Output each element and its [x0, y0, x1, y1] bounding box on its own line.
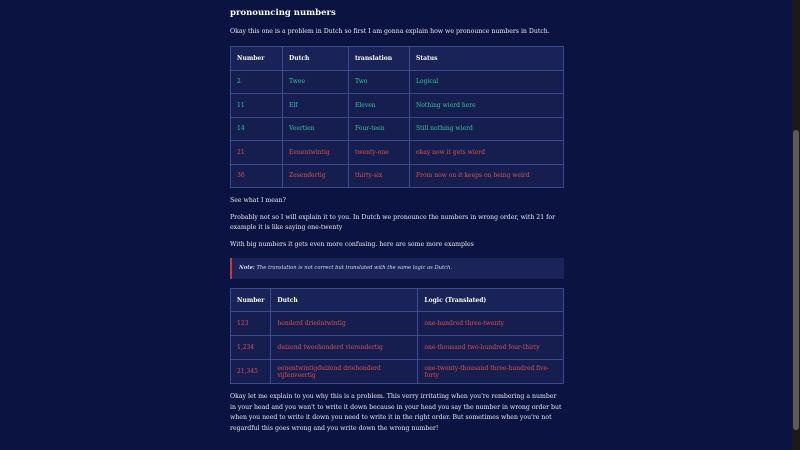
cell-dutch: duizend tweehonderd vierendertig: [271, 336, 418, 360]
header-translation: translation: [349, 46, 410, 70]
cell-number: 14: [231, 117, 283, 141]
cell-dutch: honderd drieëntwintig: [271, 312, 418, 336]
cell-translation: Two: [349, 70, 410, 94]
cell-dutch: Veertien: [283, 117, 349, 141]
paragraph-explain: Probably not so I will explain it to you. In Dutch we pronounce the numbers in wrong order, with 21 for example it is like saying one-twenty: [230, 213, 556, 231]
intro-paragraph: Okay this one is a problem in Dutch so first I am gonna explain how we pronounce numbers in Dutch.: [230, 28, 550, 35]
cell-logic: one-twenty-thousand three-hundred five-forty: [418, 360, 564, 384]
table-row: [231, 94, 564, 118]
cell-number: 1,234: [231, 336, 271, 360]
cell-status: Logical: [410, 70, 564, 94]
header-number: Number: [231, 289, 271, 312]
table-header-row: [231, 46, 564, 70]
numbers-table: [230, 46, 564, 189]
table-row: [231, 70, 564, 94]
note-callout: [230, 258, 564, 279]
header-dutch: Dutch: [283, 46, 349, 70]
cell-number: 123: [231, 312, 271, 336]
header-dutch: Dutch: [271, 289, 418, 312]
paragraph-see-what: See what I mean?: [230, 197, 286, 204]
scrollbar-thumb[interactable]: [793, 130, 799, 430]
cell-status: Still nothing wierd: [410, 117, 564, 141]
cell-translation: twenty-one: [349, 141, 410, 165]
table-row: [231, 360, 564, 384]
cell-dutch: Elf: [283, 94, 349, 118]
cell-status: Nothing wierd here: [410, 94, 564, 118]
section-heading: pronouncing numbers: [230, 8, 336, 18]
cell-logic: one-hundred three-twenty: [418, 312, 564, 336]
cell-number: 21,345: [231, 360, 271, 384]
cell-logic: one-thousand two-hundred four-thirty: [418, 336, 564, 360]
header-logic: Logic (Translated): [418, 289, 564, 312]
cell-dutch: Zesendertig: [283, 164, 349, 188]
table-row: [231, 312, 564, 336]
cell-translation: Four-teen: [349, 117, 410, 141]
table-row: [231, 117, 564, 141]
cell-status: From now on it keeps on being weird: [410, 164, 564, 188]
cell-number: 21: [231, 141, 283, 165]
cell-number: 2: [231, 70, 283, 94]
examples-table: [230, 288, 564, 384]
note-text: The translation is not correct but translated with the same logic as Dutch.: [254, 265, 452, 271]
cell-translation: Eleven: [349, 94, 410, 118]
cell-dutch: Twee: [283, 70, 349, 94]
cell-dutch: Eenentwintig: [283, 141, 349, 165]
table-row: [231, 164, 564, 188]
paragraph-big-numbers: With big numbers it gets even more confusing. here are some more examples: [230, 240, 474, 248]
header-number: Number: [231, 46, 283, 70]
table-row: [231, 141, 564, 165]
article-content: [230, 0, 564, 434]
header-status: Status: [410, 46, 564, 70]
cell-status: okay now it gets wierd: [410, 141, 564, 165]
note-label: Note:: [239, 265, 255, 271]
table-header-row: [231, 289, 564, 312]
cell-dutch: eenentwintigduizend driehonderd vijfenveertig: [271, 360, 418, 384]
cell-number: 11: [231, 94, 283, 118]
cell-translation: thirty-six: [349, 164, 410, 188]
scrollbar[interactable]: [792, 0, 800, 450]
cell-number: 36: [231, 164, 283, 188]
table-row: [231, 336, 564, 360]
closing-paragraph: Okay let me explain to you why this is a problem. This verry irritating when you're rembering a number in your head and you wan't to write it down because in your head you say the number in wrong order but when you need to write it down you need to write it in the right order. But sometimes when you're not regardful this goes wrong and you write down the wrong number!: [230, 393, 562, 432]
